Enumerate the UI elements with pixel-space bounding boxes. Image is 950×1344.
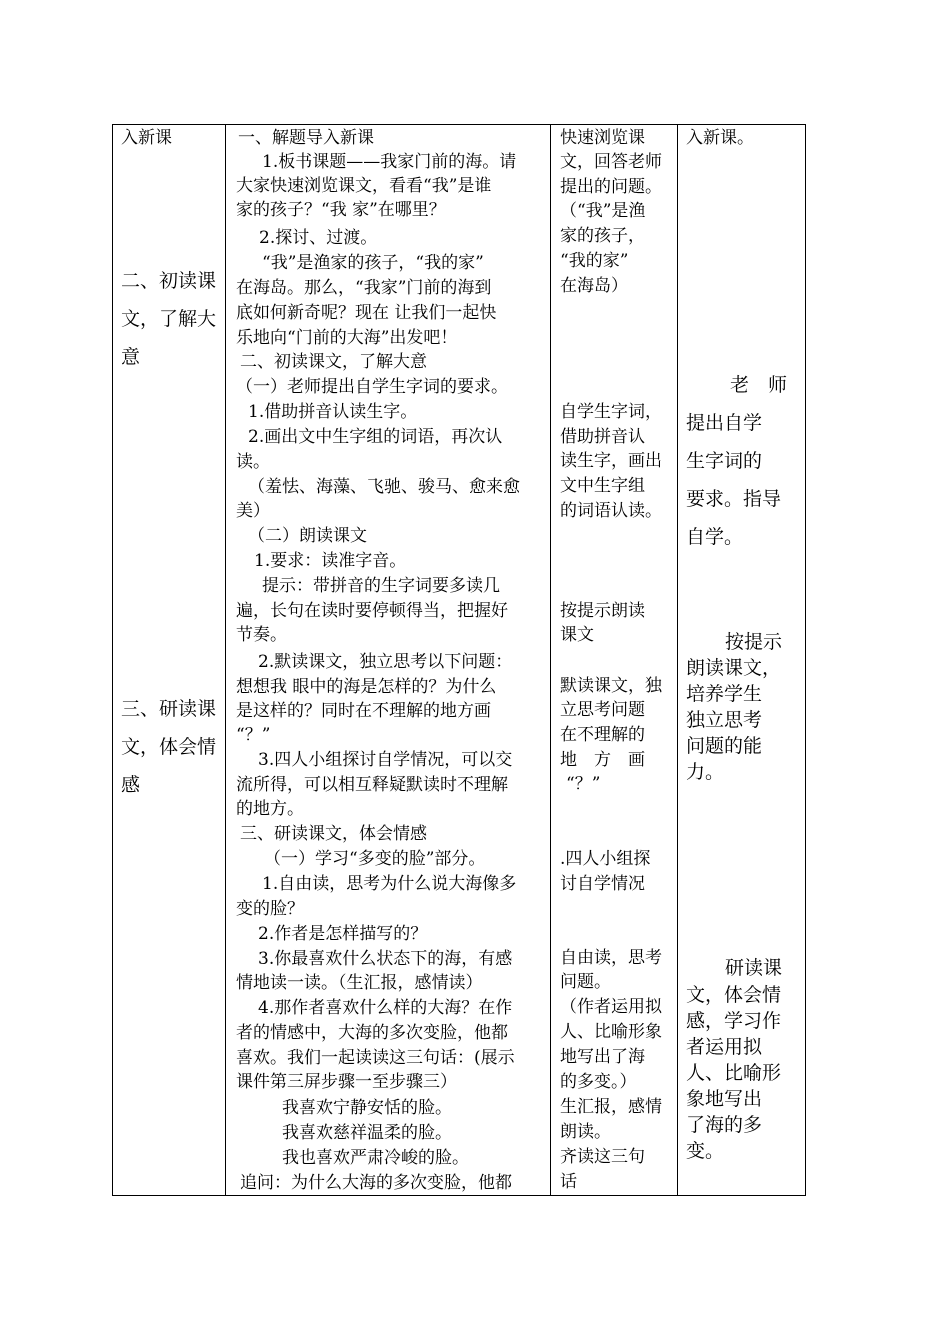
text-line: 4.那作者喜欢什么样的大海？在作 [258,998,513,1018]
text-line: 生字词的 [686,450,763,472]
text-line: 我喜欢慈祥温柔的脸。 [282,1123,452,1143]
column-divider [677,125,678,1195]
section-heading-line: 二、初读课 [121,270,217,292]
text-line: 1.要求：读准字音。 [254,551,407,571]
section-heading-line: 文，体会情 [121,736,217,758]
text-line: 自由读，思考 [560,948,662,968]
text-line: 按提示 [725,631,783,653]
section-heading-line: 感 [121,774,141,796]
text-line: 力。 [686,761,725,783]
text-line: 变。 [686,1140,725,1162]
text-line: 想想我 眼中的海是怎样的？为什么 [236,677,497,697]
text-line: 2.默读课文，独立思考以下问题： [258,652,513,672]
text-line: 追问：为什么大海的多次变脸，他都 [240,1173,512,1193]
text-line: 变的脸？ [236,899,304,919]
text-line: 在海岛。那么，“我家”门前的海到 [236,278,492,298]
text-line: 默读课文，独 [560,676,662,696]
text-line: 自学。 [686,526,744,548]
text-line: 情地读一读。（生汇报，感情读） [236,973,483,993]
text-line: 按提示朗读 [560,601,645,621]
text-line: 象地写出 [686,1088,763,1110]
text-line: 人、比喻形 [686,1062,782,1084]
text-line: 课文 [560,625,594,645]
text-line: 在海岛） [560,276,628,296]
text-line: 家的孩子？“我 家”在哪里？ [236,200,446,220]
text-line: 3.四人小组探讨自学情况，可以交 [258,750,513,770]
text-line: 朗读课文， [686,657,782,679]
text-line: 生汇报，感情 [560,1097,662,1117]
text-line: 了海的多 [686,1114,763,1136]
text-line: 的地方。 [236,799,304,819]
text-line: 文中生字组 [560,476,645,496]
text-line: 提出自学 [686,412,763,434]
section-heading-line: 三、研读课 [121,698,217,720]
text-line: 培养学生 [686,683,763,705]
text-line: 话 [560,1172,577,1192]
text-line: 人、比喻形象 [560,1022,662,1042]
text-line: 大家快速浏览课文，看看“我”是谁 [236,176,492,196]
text-line: 地写出了海 [560,1047,645,1067]
text-line: 底如何新奇呢？现在 让我们一起快 [236,303,497,323]
text-line: 家的孩子， [560,226,645,246]
text-line: 者的情感中，大海的多次变脸，他都 [236,1023,508,1043]
text-line: 快速浏览课 [560,128,645,148]
text-line: 3.你最喜欢什么状态下的海，有感 [258,949,513,969]
text-line: 我也喜欢严肃冷峻的脸。 [282,1148,469,1168]
text-line: 朗读。 [560,1122,611,1142]
text-line: （羞怯、海藻、飞驰、骏马、愈来愈 [248,477,520,497]
text-line: 一、解题导入新课 [238,128,374,148]
text-line: 2.探讨、过渡。 [259,228,378,248]
text-line: 2.作者是怎样描写的？ [258,924,428,944]
text-line: 独立思考 [686,709,763,731]
text-line: 读。 [236,452,270,472]
text-line: 齐读这三句 [560,1147,645,1167]
text-line: 2.画出文中生字组的词语，再次认 [248,427,503,447]
text-line: 者运用拟 [686,1036,763,1058]
text-line: 二、初读课文，了解大意 [240,352,427,372]
text-line: （一）老师提出自学生字词的要求。 [236,377,508,397]
text-line: .四人小组探 [560,849,651,869]
text-line: “我的家” [560,251,629,271]
text-line: 喜欢。我们一起读读这三句话：(展示 [236,1048,515,1068]
text-line: 遍，长句在读时要停顿得当，把握好 [236,601,508,621]
text-line: 提出的问题。 [560,177,662,197]
text-line: 三、研读课文，体会情感 [240,824,427,844]
text-line: 课件第三屏步骤一至步骤三） [236,1072,457,1092]
text-line: 的词语认读。 [560,501,662,521]
text-line: 1.借助拼音认读生字。 [248,402,418,422]
text-line: 的多变。） [560,1072,637,1092]
text-line: “我”是渔家的孩子，“我的家” [262,253,484,273]
text-line: 1.自由读，思考为什么说大海像多 [262,874,517,894]
text-line: 入新课。 [686,128,754,148]
column-divider [550,125,551,1195]
text-line: 提示：带拼音的生字词要多读几 [262,576,500,596]
text-line: 问题的能 [686,735,763,757]
text-line: 节奏。 [236,625,287,645]
column-divider [225,125,226,1195]
text-line: 借助拼音认 [560,427,645,447]
text-line: 文，回答老师 [560,152,662,172]
text-line: 读生字，画出 [560,451,662,471]
text-line: 地 方 画 [560,750,645,770]
section-heading-line: 意 [121,346,141,368]
text-line: 流所得，可以相互释疑默读时不理解 [236,775,508,795]
text-line: “？” [236,725,271,745]
text-line: 我喜欢宁静安恬的脸。 [282,1098,452,1118]
text-line: 文，体会情 [686,984,782,1006]
text-line: （一）学习“多变的脸”部分。 [264,849,486,869]
text-line: 美） [236,501,270,521]
text-line: （二）朗读课文 [248,526,367,546]
text-line: 老 师 [730,374,788,396]
section-heading-line: 文，了解大 [121,308,217,330]
text-line: 是这样的？同时在不理解的地方画 [236,701,491,721]
text-line: 研读课 [725,957,783,979]
text-line: （“我”是渔 [560,201,646,221]
section-heading: 入新课 [121,128,172,148]
text-line: 1.板书课题——我家门前的海。请 [262,152,517,172]
text-line: 立思考问题 [560,700,645,720]
text-line: 自学生字词， [560,402,662,422]
text-line: “？” [566,774,601,794]
text-line: （作者运用拟 [560,997,662,1017]
text-line: 在不理解的 [560,725,645,745]
text-line: 感，学习作 [686,1010,782,1032]
text-line: 乐地向“门前的大海”出发吧！ [236,328,458,348]
text-line: 讨自学情况 [560,874,645,894]
text-line: 问题。 [560,972,611,992]
text-line: 要求。指导 [686,488,782,510]
